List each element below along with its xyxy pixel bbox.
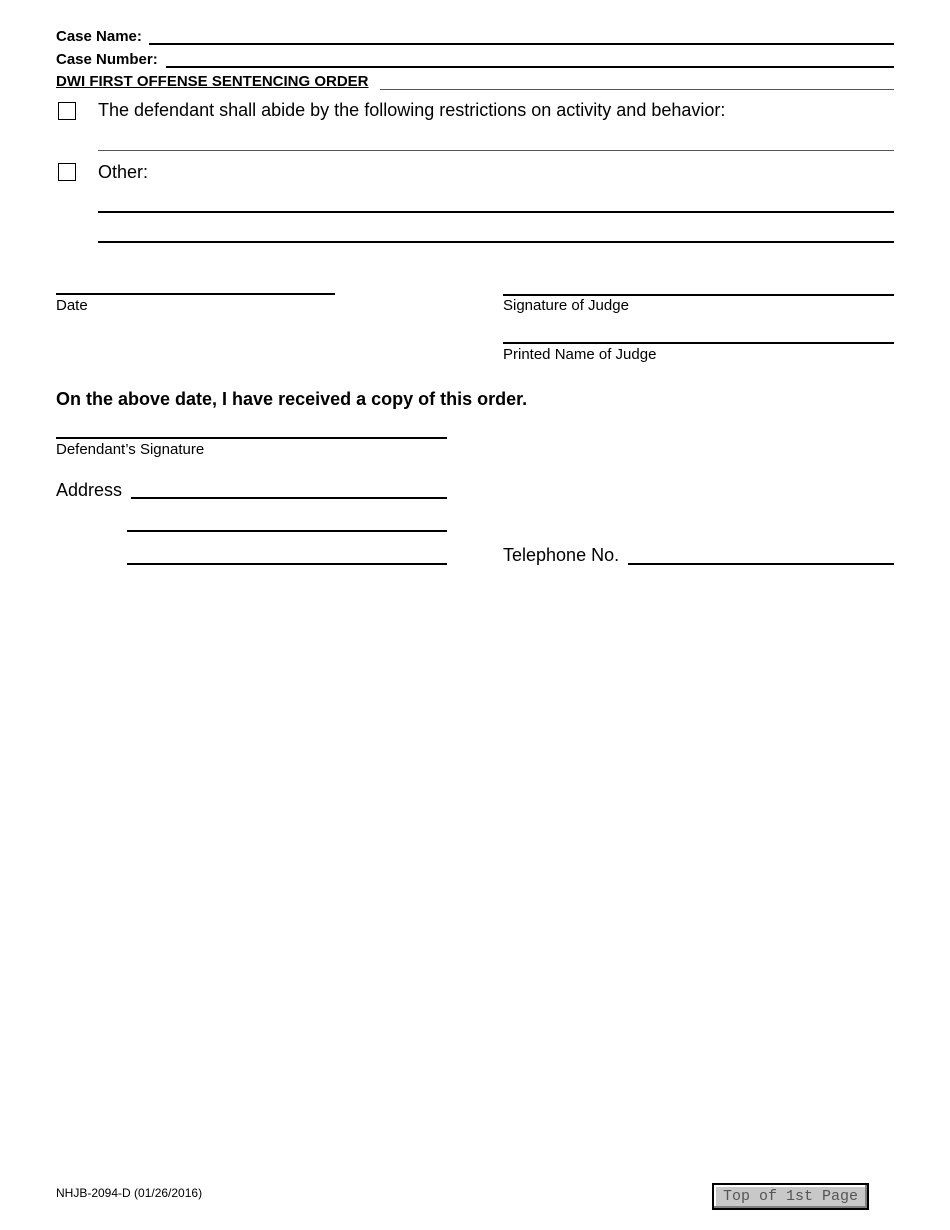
judge-signature-field[interactable] (503, 294, 894, 296)
address-field-line-1[interactable] (131, 497, 447, 499)
case-name-field[interactable] (149, 43, 894, 45)
form-title: DWI FIRST OFFENSE SENTENCING ORDER (56, 73, 369, 90)
top-of-first-page-button[interactable]: Top of 1st Page (712, 1183, 869, 1210)
other-field-line-2[interactable] (98, 241, 894, 243)
telephone-field[interactable] (628, 563, 894, 565)
address-field-line-2[interactable] (127, 530, 447, 532)
judge-printed-name-field[interactable] (503, 342, 894, 344)
form-number: NHJB-2094-D (01/26/2016) (56, 1186, 203, 1200)
title-rule (380, 89, 894, 90)
address-field-line-3[interactable] (127, 563, 447, 565)
other-label: Other: (98, 162, 149, 182)
other-checkbox[interactable] (58, 163, 76, 181)
telephone-label: Telephone No. (503, 545, 620, 565)
restrictions-text: The defendant shall abide by the following restrictions on activity and behavior: (98, 100, 726, 120)
case-number-label: Case Number: (56, 51, 158, 68)
judge-printed-name-label: Printed Name of Judge (503, 346, 657, 363)
other-field-line-1[interactable] (98, 211, 894, 213)
case-number-field[interactable] (166, 66, 894, 68)
case-name-label: Case Name: (56, 28, 142, 45)
restrictions-checkbox[interactable] (58, 102, 76, 120)
receipt-statement: On the above date, I have received a copy of this order. (56, 389, 528, 409)
defendant-signature-field[interactable] (56, 437, 447, 439)
date-label: Date (56, 297, 88, 314)
judge-signature-label: Signature of Judge (503, 297, 629, 314)
date-field[interactable] (56, 293, 335, 295)
address-label: Address (56, 480, 123, 500)
defendant-signature-label: Defendant’s Signature (56, 441, 205, 458)
restrictions-field[interactable] (98, 150, 894, 151)
